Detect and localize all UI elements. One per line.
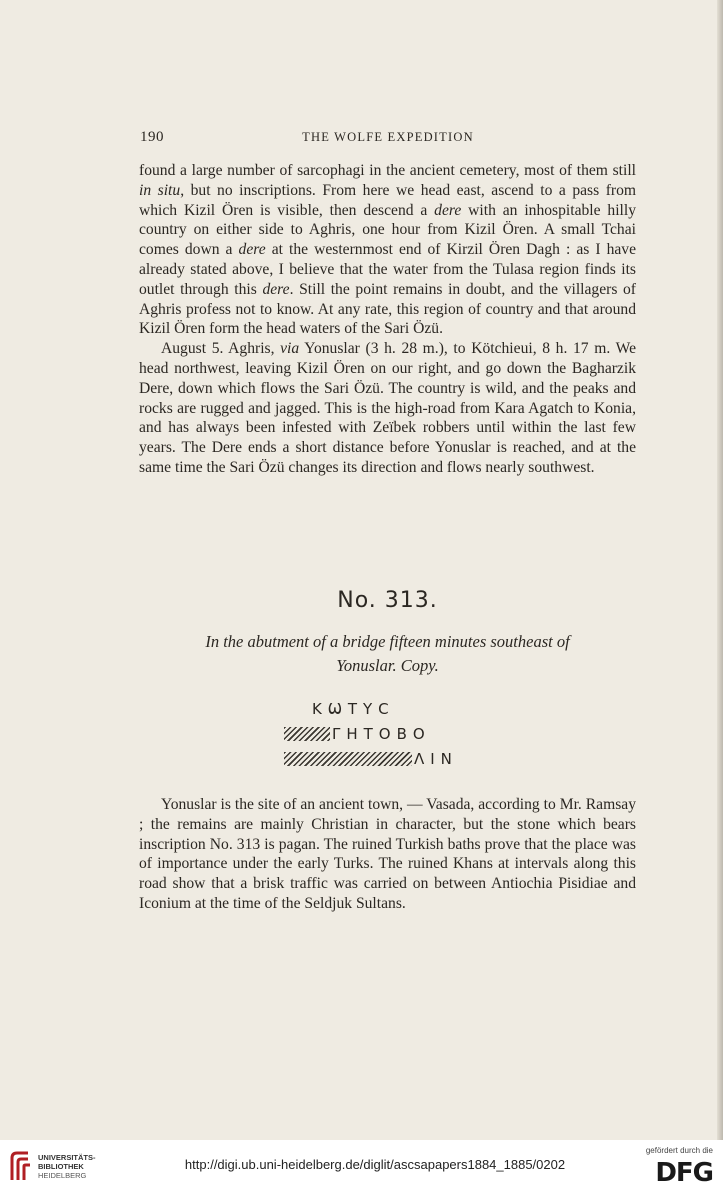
library-logo-icon [8, 1150, 34, 1184]
page-edge-shadow [717, 0, 723, 1140]
inscription-heading: No. 313. [337, 588, 438, 613]
paragraph: found a large number of sarcophagi in the ancient cemetery, most of them still in situ, but no inscriptions. From here we head east, ascend to a pass from which Kizil Ören is visible, then descend a dere with an inhospitable hilly country on either side to Aghris, one hour from Kizil Ören. A small Tchai comes down a dere at the westernmost end of Kirzil Ören Dagh : as I have already stated above, I believe that the water from the Tulasa region finds its outlet through this dere. Still the point remains in doubt, and the villagers of Aghris profess not to know. At any rate, this region of country and that around Kizil Ören form the head waters of the Sari Özü. [139, 162, 637, 338]
lacuna-hatching [284, 727, 330, 741]
source-url-link[interactable]: http://digi.ub.uni-heidelberg.de/diglit/ascsapapers1884_1885/0202 [184, 1157, 566, 1172]
running-head [140, 129, 636, 151]
funder-tagline: gefördert durch die [645, 1146, 713, 1155]
inscription-line: ΚѠΤΥϹ [312, 700, 395, 718]
inscription-line: ΓΗΤΟΒΟ [284, 725, 431, 743]
inscription-line: ΛΙΝ [284, 750, 458, 768]
page-number: 190 [140, 129, 164, 145]
running-title: THE WOLFE EXPEDITION [302, 130, 474, 144]
lacuna-hatching [284, 752, 412, 766]
viewer-footer [0, 1140, 723, 1194]
paragraph: Yonuslar is the site of an ancient town, — Vasada, according to Mr. Ramsay ; the remains are mainly Christian in character, but the stone which bears inscription No. 313 is pagan. The ruined Turkish baths prove that the place was of importance under the early Turks. The ruined Khans at intervals along this road show that a brisk traffic was carried on between Antiochia Pisidiae and Iconium at the time of the Seldjuk Sultans. [139, 796, 636, 912]
inscription-caption: In the abutment of a bridge fifteen minutes southeast of Yonuslar. Copy. [205, 632, 570, 675]
body-text-top [139, 161, 636, 478]
body-text-bottom [139, 795, 636, 914]
paragraph: August 5. Aghris, via Yonuslar (3 h. 28 m.), to Kötchieui, 8 h. 17 m. We head northwest, leaving Kizil Ören on our right, and go down the Bagharzik Dere, down which flows the Sari Özü. The country is wild, and the peaks and rocks are rugged and jagged. This is the high-road from Kara Agatch to Konia, and has always been infested with Zeïbek robbers until within the last few years. The Dere ends a short distance before Yonuslar is reached, and at the same time the Sari Özü changes its direction and flows nearly southwest. [139, 340, 636, 476]
library-name: UNIVERSITÄTS- BIBLIOTHEK HEIDELBERG [38, 1153, 96, 1180]
dfg-logo: DFG [655, 1158, 713, 1188]
